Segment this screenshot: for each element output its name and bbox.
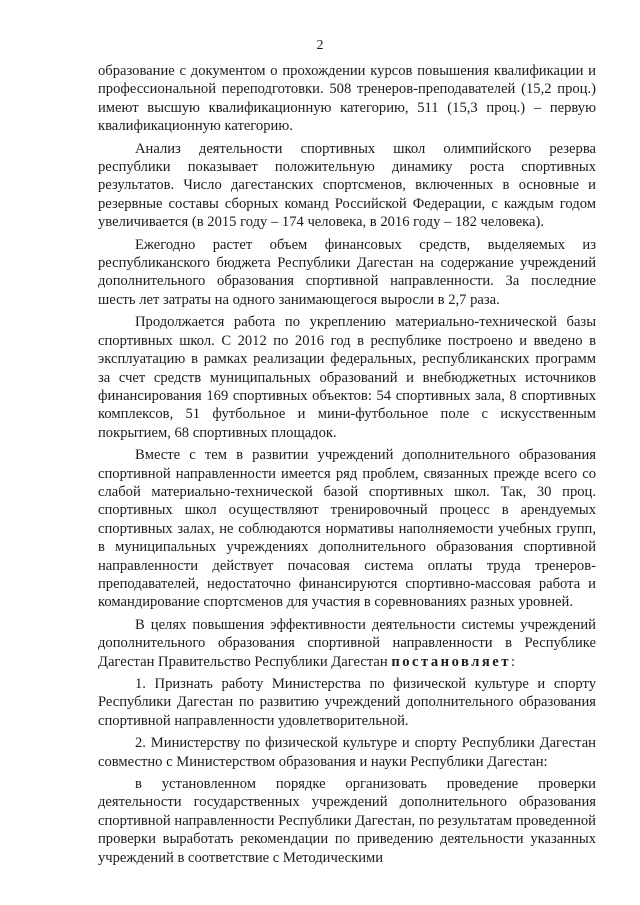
decree-keyword: постановляет	[391, 653, 511, 670]
page-number: 2	[316, 38, 324, 53]
preamble-colon: :	[510, 653, 515, 670]
paragraph-item-2-subpoint: в установленном порядке организовать проведение проверки деятельности государственных учреждений дополнительного образования спортивной направленности Республики Дагестан, по результатам проведенной проверки выработать рекомендации по приведению деятельности указанных учреждений в соответствие с Методическими	[98, 776, 596, 866]
paragraph-problems: Вместе с тем в развитии учреждений дополнительного образования спортивной направленности имеется ряд проблем, связанных прежде всего со слабой материально-технической базой спортивных школ. Так, 30 проц. спортивных школ осуществляют тренировочный процесс в арендуемых спортивных залах, не соблюдаются нормативы наполняемости учебных групп, в муниципальных учреждениях дополнительного образования спортивной направленности действует почасовая система оплаты труда тренеров-преподавателей, недостаточно финансируются спортивно-массовая работа и командирование спортсменов для участия в соревнованиях разных уровней.	[98, 447, 596, 611]
paragraph-infrastructure: Продолжается работа по укреплению материально-технической базы спортивных школ. С 2012 по 2016 год в республике построено и введено в эксплуатацию в рамках реализации федеральных, республиканских программ за счет средств муниципальных образований и внебюджетных источников финансирования 169 спортивных объектов: 54 спортивных зала, 8 спортивных комплексов, 51 футбольное и мини-футбольное поле с искусственным покрытием, 68 спортивных площадок.	[98, 314, 596, 441]
paragraph-item-1: 1. Признать работу Министерства по физической культуре и спорту Республики Дагестан по развитию учреждений дополнительного образования спортивной направленности удовлетворительной.	[98, 676, 596, 729]
document-body	[98, 62, 596, 871]
paragraph-results-analysis: Анализ деятельности спортивных школ олимпийского резерва республики показывает положительную динамику роста спортивных результатов. Число дагестанских спортсменов, включенных в основные и резервные составы сборных команд Российской Федерации, с каждым годом увеличивается (в 2015 году – 174 человека, в 2016 году – 182 человека).	[98, 140, 596, 231]
paragraph-continuation: образование с документом о прохождении курсов повышения квалификации и профессиональной переподготовки. 508 тренеров-преподавателей (15,2 проц.) имеют высшую квалификационную категорию, 511 (15,3 проц.) – первую квалификационную категорию.	[98, 63, 596, 135]
paragraph-financing: Ежегодно растет объем финансовых средств, выделяемых из республиканского бюджета Республики Дагестан на содержание учреждений дополнительного образования спортивной направленности. За последние шесть лет затраты на одного занимающегося выросли в 2,7 раза.	[98, 236, 596, 308]
paragraph-item-2: 2. Министерству по физической культуре и спорту Республики Дагестан совместно с Министерством образования и науки Республики Дагестан:	[98, 735, 596, 770]
paragraph-preamble	[98, 616, 596, 671]
preamble-text: В целях повышения эффективности деятельности системы учреждений дополнительного образования спортивной направленности в Республике Дагестан Правительство Республики Дагестан	[98, 616, 596, 670]
